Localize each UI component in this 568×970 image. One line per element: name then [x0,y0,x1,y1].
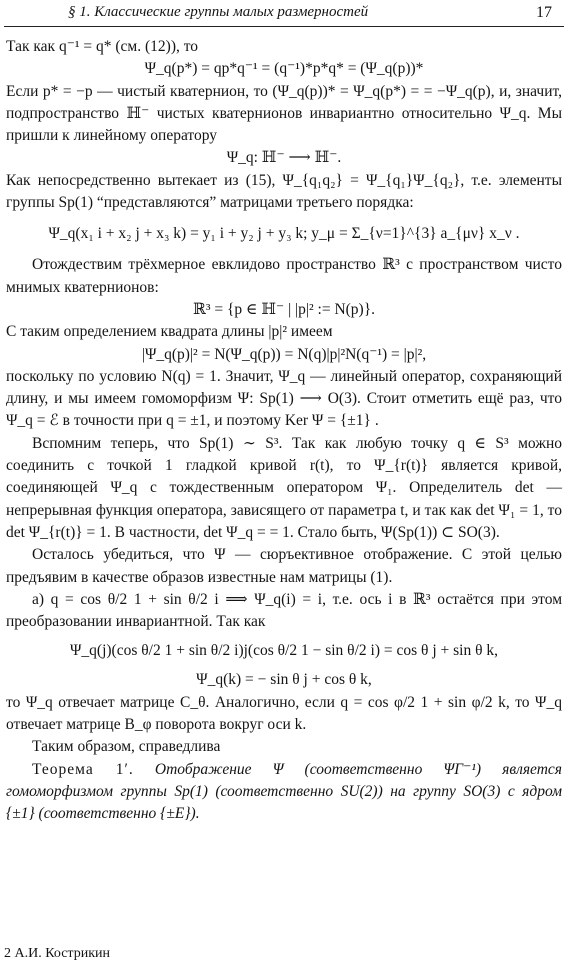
section-title: § 1. Классические группы малых размерностей [68,4,369,20]
paragraph: Отождествим трёхмерное евклидово пространство ℝ³ с пространством чисто мнимых кватернионов: [6,256,562,296]
paragraph: Вспомним теперь, что Sp(1) ∼ S³. Так как любую точку q ∈ S³ можно соединить с точкой 1 гладкой кривой r(t), то Ψ_{r(t)} является кривой, соединяющей Ψ_q с тождественным оператором Ψ₁. Определитель det — непрерывная функция оператора, зависящего от параметра t, и так как det Ψ₁ = 1, то det Ψ_{r(t)} = 1. В частности, det Ψ_q = = 1. Стало быть, Ψ(Sp(1)) ⊂ SO(3). [6,434,562,541]
formula: Ψ_q(x₁ i + x₂ j + x₃ k) = y₁ i + y₂ j + y₃ k; y_μ = Σ_{ν=1}^{3} a_{μν} x_ν . [48,225,520,243]
theorem [6,759,562,826]
formula: ℝ³ = {p ∈ ℍ⁻ | |p|² := N(p)}. [192,300,376,318]
paragraph: С таким определением квадрата длины |p|² имеем [6,323,333,341]
theorem-label: Теорема 1′. [32,760,134,778]
theorem-statement: Отображение Ψ (соответственно ΨΓ⁻¹) является гомоморфизмом группы Sp(1) (соответственно SU(2)) на группу SO(3) с ядром {±1} (соответственно {±E}). [6,760,563,823]
formula: |Ψ_q(p)|² = N(Ψ_q(p)) = N(q)|p|²N(q⁻¹) = |p|², [141,345,427,363]
paragraph: Так как q⁻¹ = q* (см. (12)), то [6,38,199,55]
paragraph: Как непосредственно вытекает из (15), Ψ_{q₁q₂} = Ψ_{q₁}Ψ_{q₂}, т.е. элементы группы Sp(1) “представляются” матрицами третьего порядка: [6,171,562,212]
paragraph: то Ψ_q отвечает матрице C_θ. Аналогично, если q = cos φ/2 1 + sin φ/2 k, то Ψ_q отвечает матрице B_φ поворота вокруг оси k. [6,693,562,734]
paragraph: Таким образом, справедлива [32,738,221,756]
formula: Ψ_q(k) = − sin θ j + cos θ k, [196,671,372,689]
formula: Ψ_q(p*) = qp*q⁻¹ = (q⁻¹)*p*q* = (Ψ_q(p))* [144,60,424,78]
paragraph: Если p* = −p — чистый кватернион, то (Ψ_q(p))* = Ψ_q(p*) = = −Ψ_q(p), и, значит, подпространство ℍ⁻ чистых кватернионов инвариантно относительно Ψ_q. Мы пришли к линейному оператору [6,82,562,145]
page-body [6,36,562,826]
paragraph: Осталось убедиться, что Ψ — сюръективное отображение. С этой целью предъявим в качестве образов известные нам матрицы (1). [6,546,562,586]
paragraph: а) q = cos θ/2 1 + sin θ/2 i ⟹ Ψ_q(i) = i, т.е. ось i в ℝ³ остаётся при этом преобразовании инвариантной. Так как [6,590,562,631]
formula: Ψ_q: ℍ⁻ ⟶ ℍ⁻. [226,149,342,167]
paragraph: поскольку по условию N(q) = 1. Значит, Ψ_q — линейный оператор, сохраняющий длину, и мы имеем гомоморфизм Ψ: Sp(1) ⟶ O(3). Стоит отметить ещё раз, что Ψ_q = ℰ в точности при q = ±1, и поэтому Ker Ψ = {±1} . [6,367,562,430]
page-number: 17 [536,4,552,21]
footer-signature: 2 А.И. Кострикин [4,946,110,961]
formula: Ψ_q(j)(cos θ/2 1 + sin θ/2 i)j(cos θ/2 1 − sin θ/2 i) = cos θ j + sin θ k, [69,642,499,660]
running-header [4,0,564,27]
